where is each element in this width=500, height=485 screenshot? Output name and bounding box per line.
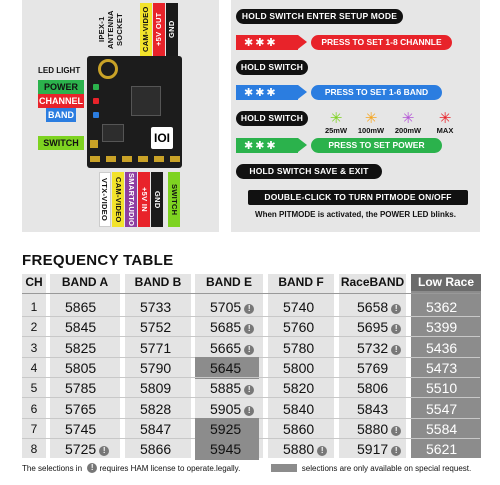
table-footnote <box>22 463 482 473</box>
solder-pad <box>154 156 164 162</box>
frequency-cell <box>125 296 171 318</box>
cell-value: 5805 <box>65 360 97 376</box>
cell-value: 5917 <box>357 441 389 457</box>
channel-pin-label: CHANNEL <box>39 96 83 106</box>
power-level-item <box>392 110 424 135</box>
band-arrow <box>236 85 306 100</box>
power-star-icon: ✳ <box>329 109 343 127</box>
column-header-band-b: BAND B <box>134 275 182 289</box>
frequency-cell <box>195 357 259 379</box>
cell-value: 5765 <box>65 401 97 417</box>
footnote-text-2: requires HAM license to operate.legally. <box>99 464 241 473</box>
setup-step-enter: HOLD SWITCH ENTER SETUP MODE <box>236 9 403 24</box>
frequency-cell <box>339 398 388 420</box>
cell-value: 5780 <box>283 340 315 356</box>
frequency-cell <box>125 438 171 460</box>
cell-value: 5790 <box>140 360 172 376</box>
band-arrow-body <box>236 85 298 100</box>
cell-value: 5925 <box>210 421 242 437</box>
frequency-cell <box>195 337 254 359</box>
band-pin-label: BAND <box>48 110 74 120</box>
power-pin-label: POWER <box>38 80 84 94</box>
pitmode-note: When PITMODE is activated, the POWER LED blinks. <box>255 210 456 219</box>
switch-pin-label: SWITCH <box>38 136 84 150</box>
cell-value: 5809 <box>140 380 172 396</box>
ham-license-icon: ! <box>244 406 254 416</box>
frequency-cell <box>339 438 401 460</box>
frequency-cell <box>411 418 457 440</box>
arrow-head-icon <box>298 138 307 152</box>
cell-value: 5436 <box>426 340 458 356</box>
bottom-wire-label: CAM-VIDEO <box>112 172 124 227</box>
frequency-cell <box>411 438 457 460</box>
cell-value: 5845 <box>65 319 97 335</box>
cell-value: 5645 <box>210 360 242 376</box>
column-header-band-e: BAND E <box>205 275 252 289</box>
frequency-cell <box>50 316 96 338</box>
column-header-low-race: Low Race <box>411 274 481 291</box>
column-header-raceband: RaceBAND <box>340 275 405 289</box>
power-star-icon: ✳ <box>438 109 452 127</box>
channel-number <box>22 357 46 379</box>
channel-number <box>22 337 46 359</box>
cell-value: 5621 <box>426 441 458 457</box>
frequency-cell <box>50 418 96 440</box>
star-icon: ✱✱✱ <box>244 86 278 99</box>
setup-step-power: HOLD SWITCH <box>236 111 308 126</box>
cell-value: 5945 <box>210 441 242 457</box>
cell-value: 5732 <box>357 340 389 356</box>
column-header-ch: CH <box>25 275 43 289</box>
frequency-cell <box>125 337 171 359</box>
ham-license-icon: ! <box>391 345 401 355</box>
ham-license-icon: ! <box>99 446 109 456</box>
solder-pad <box>90 156 100 162</box>
frequency-cell <box>339 357 388 379</box>
power-level-item <box>429 110 461 135</box>
cell-value: 6 <box>30 402 38 416</box>
solder-pad <box>170 156 180 162</box>
solder-pad <box>122 156 132 162</box>
frequency-cell <box>339 418 401 440</box>
frequency-cell <box>50 438 109 460</box>
cell-value: 5785 <box>65 380 97 396</box>
bottom-wire-label: VTX-VIDEO <box>99 172 111 227</box>
frequency-cell <box>411 316 457 338</box>
column-header-band-a: BAND A <box>61 275 109 289</box>
power-level-item <box>320 110 352 135</box>
footnote-text-3: selections are only available on special request. <box>301 464 472 473</box>
cell-value: 5771 <box>140 340 172 356</box>
cell-value: 5880 <box>357 421 389 437</box>
ham-license-icon: ! <box>87 463 97 473</box>
bottom-wire-label: SWITCH <box>168 172 180 227</box>
ham-license-icon: ! <box>244 345 254 355</box>
secondary-chip <box>102 124 124 142</box>
frequency-cell <box>125 316 171 338</box>
band-setting-pill: PRESS TO SET 1-6 BAND <box>311 85 442 100</box>
channel-number <box>22 438 46 460</box>
power-level-label: 100mW <box>357 126 385 135</box>
cell-value: 5752 <box>140 319 172 335</box>
cell-value: 5825 <box>65 340 97 356</box>
footnote-text-1: The selections in <box>22 464 83 473</box>
frequency-cell <box>195 316 254 338</box>
cell-value: 5860 <box>283 421 315 437</box>
main-chip <box>131 86 161 116</box>
frequency-cell <box>339 296 401 318</box>
frequency-cell <box>339 316 401 338</box>
channel-number <box>22 296 46 318</box>
top-wire-label: IPEX-1 ANTENNA SOCKET <box>97 3 121 56</box>
switch-button-icon <box>90 140 98 148</box>
cell-value: 5745 <box>65 421 97 437</box>
cell-value: 8 <box>30 442 38 456</box>
cell-value: 5584 <box>426 421 458 437</box>
frequency-cell <box>50 398 96 420</box>
ham-license-icon: ! <box>391 304 401 314</box>
power-setting-pill: PRESS TO SET POWER <box>311 138 442 153</box>
brand-logo: IOI <box>151 127 173 149</box>
solder-pad <box>138 156 148 162</box>
power-level-item <box>355 110 387 135</box>
cell-value: 5725 <box>65 441 97 457</box>
ham-license-icon: ! <box>244 304 254 314</box>
star-icon: ✱✱✱ <box>244 36 278 49</box>
cell-value: 5820 <box>283 380 315 396</box>
ham-license-icon: ! <box>244 324 254 334</box>
frequency-cell <box>411 296 457 318</box>
cell-value: 5865 <box>65 299 97 315</box>
pitmode-step: DOUBLE-CLICK TO TURN PITMODE ON/OFF <box>248 190 468 205</box>
table-divider <box>22 293 480 294</box>
cell-value: 5362 <box>426 299 458 315</box>
cell-value: 5399 <box>426 319 458 335</box>
frequency-cell <box>125 377 171 399</box>
frequency-cell <box>411 398 457 420</box>
cell-value: 5828 <box>140 401 172 417</box>
cell-value: 5695 <box>357 319 389 335</box>
cell-value: 7 <box>30 422 38 436</box>
power-level-label: 200mW <box>394 126 422 135</box>
cell-value: 5685 <box>210 319 242 335</box>
top-wire-label: GND <box>166 3 178 56</box>
power-arrow-body <box>236 138 298 153</box>
frequency-cell <box>125 418 171 440</box>
channel-number <box>22 377 46 399</box>
channel-number <box>22 418 46 440</box>
frequency-cell <box>195 438 259 460</box>
cell-value: 5800 <box>283 360 315 376</box>
cell-value: 2 <box>30 320 38 334</box>
cell-value: 5847 <box>140 421 172 437</box>
frequency-cell <box>125 357 171 379</box>
cell-value: 5760 <box>283 319 315 335</box>
cell-value: 5658 <box>357 299 389 315</box>
cell-value: 5665 <box>210 340 242 356</box>
setup-step-band: HOLD SWITCH <box>236 60 308 75</box>
frequency-cell <box>195 418 259 440</box>
frequency-cell <box>268 357 314 379</box>
frequency-cell <box>50 357 96 379</box>
cell-value: 5905 <box>210 401 242 417</box>
frequency-cell <box>268 316 314 338</box>
led-light-label: LED LIGHT <box>38 66 81 75</box>
cell-value: 5840 <box>283 401 315 417</box>
channel-setting-pill: PRESS TO SET 1-8 CHANNLE <box>311 35 452 50</box>
frequency-cell <box>195 296 254 318</box>
cell-value: 5547 <box>426 401 458 417</box>
power-led-icon <box>93 84 99 90</box>
frequency-cell <box>411 337 457 359</box>
cell-value: 5 <box>30 381 38 395</box>
power-level-label: MAX <box>436 126 454 135</box>
frequency-cell <box>50 337 96 359</box>
frequency-cell <box>411 377 457 399</box>
bottom-wire-label: GND <box>151 172 163 227</box>
ham-license-icon: ! <box>391 446 401 456</box>
frequency-cell <box>268 418 314 440</box>
power-arrow <box>236 138 306 153</box>
bottom-wire-label: +5V IN <box>138 172 150 227</box>
frequency-cell <box>339 337 401 359</box>
arrow-head-icon <box>298 85 307 99</box>
frequency-cell <box>268 337 314 359</box>
cell-value: 5733 <box>140 299 172 315</box>
ham-license-icon: ! <box>317 446 327 456</box>
cell-value: 5885 <box>210 380 242 396</box>
special-request-swatch <box>271 464 297 472</box>
frequency-cell <box>411 357 457 379</box>
band-led-icon <box>93 112 99 118</box>
channel-number <box>22 398 46 420</box>
frequency-cell <box>268 377 314 399</box>
top-wire-label: +5V OUT <box>153 3 165 56</box>
cell-value: 5769 <box>357 360 389 376</box>
arrow-head-icon <box>298 35 307 49</box>
frequency-table-title: FREQUENCY TABLE <box>22 252 174 269</box>
frequency-cell <box>268 438 327 460</box>
channel-led-icon <box>93 98 99 104</box>
setup-step-save: HOLD SWITCH SAVE & EXIT <box>236 164 382 179</box>
solder-pad <box>106 156 116 162</box>
cell-value: 5806 <box>357 380 389 396</box>
column-header-band-f: BAND F <box>278 275 324 289</box>
cell-value: 5705 <box>210 299 242 315</box>
cell-value: 4 <box>30 361 38 375</box>
bottom-wire-label: SMARTAUDIO <box>127 172 136 227</box>
frequency-cell <box>50 377 96 399</box>
frequency-cell <box>339 377 388 399</box>
antenna-socket-icon <box>98 59 118 79</box>
ham-license-icon: ! <box>391 324 401 334</box>
power-level-label: 25mW <box>324 126 348 135</box>
frequency-cell <box>50 296 96 318</box>
channel-arrow <box>236 35 306 50</box>
cell-value: 5880 <box>283 441 315 457</box>
star-icon: ✱✱✱ <box>244 139 278 152</box>
channel-number <box>22 316 46 338</box>
ham-license-icon: ! <box>391 426 401 436</box>
cell-value: 5843 <box>357 401 389 417</box>
cell-value: 5740 <box>283 299 315 315</box>
ham-license-icon: ! <box>244 385 254 395</box>
cell-value: 5510 <box>426 380 458 396</box>
frequency-cell <box>195 398 254 420</box>
cell-value: 5473 <box>426 360 458 376</box>
power-star-icon: ✳ <box>401 109 415 127</box>
channel-arrow-body <box>236 35 298 50</box>
cell-value: 3 <box>30 341 38 355</box>
cell-value: 5866 <box>140 441 172 457</box>
frequency-cell <box>268 296 314 318</box>
power-star-icon: ✳ <box>364 109 378 127</box>
frequency-cell <box>195 377 254 399</box>
frequency-cell <box>125 398 171 420</box>
frequency-cell <box>268 398 314 420</box>
cell-value: 1 <box>30 300 38 314</box>
top-wire-label: CAM-VIDEO <box>140 3 152 56</box>
